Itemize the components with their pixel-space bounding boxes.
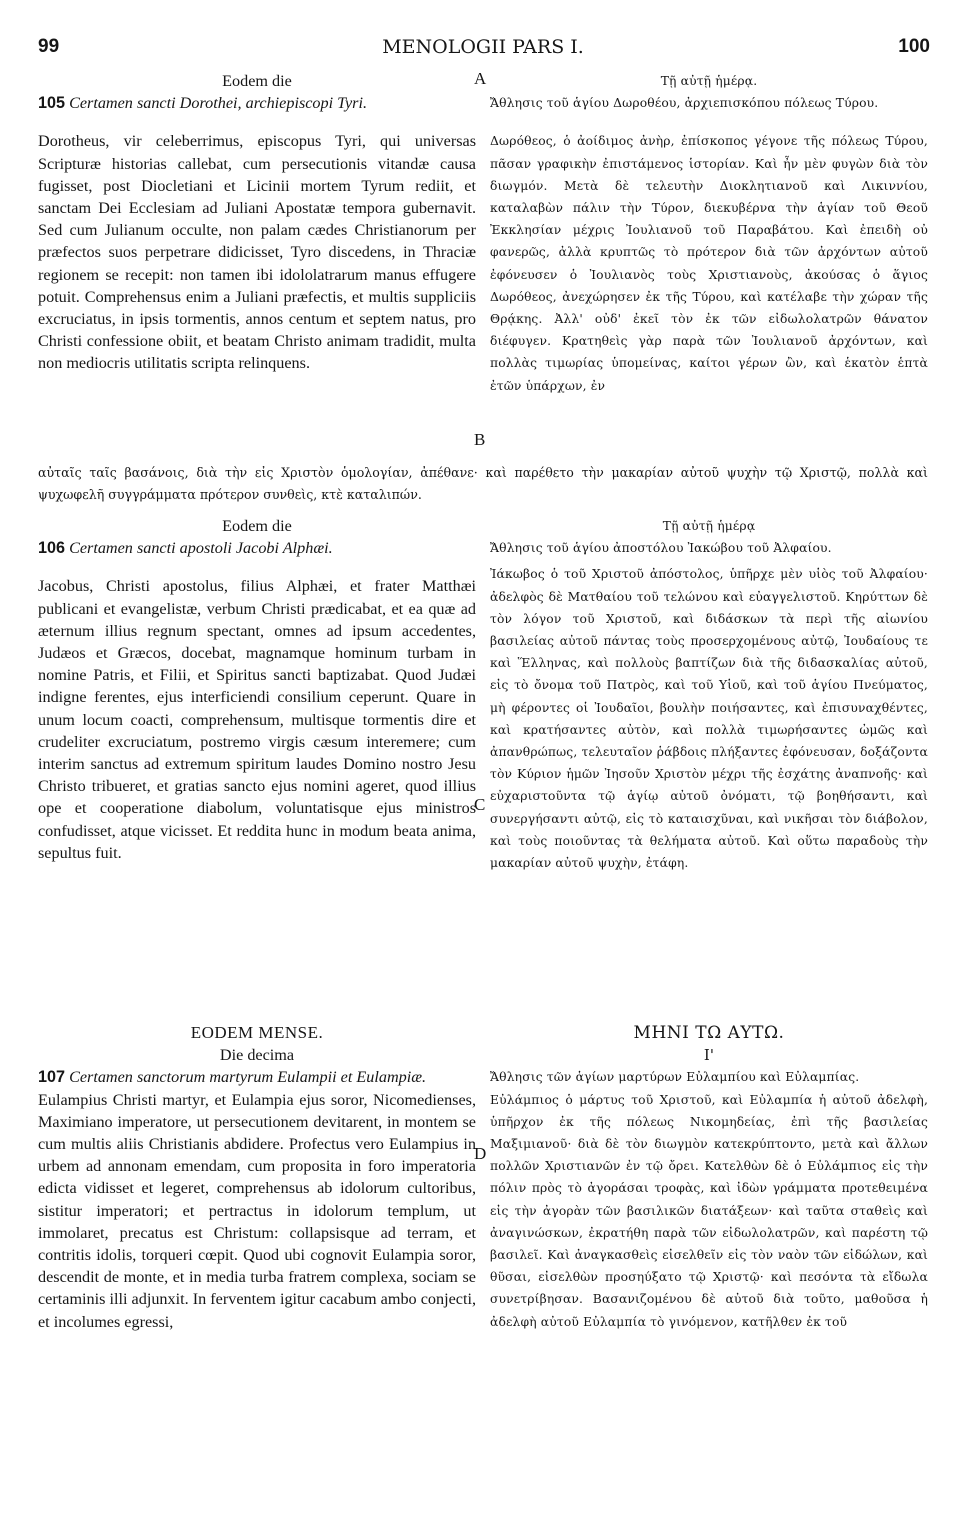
entry-107-greek [490, 1022, 928, 1333]
entry-106-latin-heading [38, 537, 476, 559]
entry-107-latin [38, 1022, 476, 1333]
entry-105-greek-day: Τῇ αὐτῇ ἡμέρᾳ. [660, 74, 758, 88]
entry-106-greek-text: Ἰάκωβος ὁ τοῦ Χριστοῦ ἀπόστολος, ὑπῆρχε μὲν υἱὸς τοῦ Ἀλφαίου· ἀδελφὸς δὲ Ματθαίου τοῦ τελώνου καὶ εὐαγγελιστοῦ. Κηρύττων δὲ τὸν λόγον τοῦ Χριστοῦ, καὶ διδάσκων τὰ περὶ τῆς αἰωνίου βασιλείας αὐτοῦ πάντας τοὺς προσερχομένους αὐτῷ, Ἰουδαίους τε καὶ Ἕλληνας, καὶ πολλοὺς βαπτίζων διὰ τῆς διδασκαλίας αὐτοῦ, εἰς τὸ ὄνομα τοῦ Πατρὸς, καὶ τοῦ Υἱοῦ, καὶ τοῦ ἁγίου Πνεύματος, μὴ φέροντες οἱ Ἰουδαῖοι, βουλὴν ποιήσαντες, καὶ ἐπισυναχθέντες, καὶ κρατήσαντες αὐτὸν, καὶ πολλὰ τιμωρήσαντες ὠμῶς καὶ ἀπανθρώπως, τελευταῖον ῥάβδοις πλήξαντες ἐφόνευσαν, δοξάζοντα τὸν Κύριον ἡμῶν Ἰησοῦν Χριστὸν μέχρι τῆς ἐσχάτης ἀναπνοῆς· καὶ εὐχαριστοῦντα τῷ ἁγίῳ αὐτοῦ ὀνόματι, τῷ βοηθήσαντι, καὶ συνεργήσαντι αὐτῷ, εἰς τὸ καταισχῦναι, καὶ νικῆσαι τὸν διάβολον, καὶ τοὺς ποιοῦντας τὰ θελήματα αὐτοῦ. Καὶ οὕτω παραδοὺς τὴν μακαρίαν αὐτοῦ ψυχὴν, ἐτάφη. [490, 567, 928, 871]
entry-107-latin-month: EODEM MENSE. [190, 1023, 324, 1042]
entry-107-latin-title: Certamen sanctorum martyrum Eulampii et Eulampiæ. [69, 1068, 427, 1087]
margin-letter-d: D [474, 1144, 487, 1163]
entry-105-latin-day: Eodem die [222, 72, 292, 90]
entry-105-greek-continuation: αὐταῖς ταῖς βασάνοις, διὰ τὴν εἰς Χριστὸν ὁμολογίαν, ἀπέθανε· καὶ παρέθετο τὴν μακαρίαν αὐτοῦ ψυχὴν τῷ Χριστῷ, πολλὰ καὶ ψυχωφελῆ συγγράμματα πρότερον συνθεὶς, κτὲ καταλιπών. [38, 465, 928, 502]
entry-106-greek [490, 515, 928, 874]
entry-107-latin-text: Eulampius Christi martyr, et Eulampia ejus soror, Nicomedienses, Maximiano imperatore, ut persecutionem devitarent, in montem se cum multis aliis Christianis abdidere. Profectus vero Eulampius in urbem ad annonam emendam, cum proposita in foro imperatoria edicta vidisset et legeret, comprehensus ab idolorum cultoribus, sistitur imperatori; et pertractus in idolorum templum, ut immolaret, precatus est Christum: collapsisque ad terram, et contritis idolis, torqueri cœpit. Quod ubi cognovit Eulampia soror, descendit de monte, et in media turba fratrem complexa, sociam se certaminis illi adjunxit. In ferventem igitur cacabum ambo conjecti, et incolumes egressi, [38, 1090, 476, 1331]
entry-106-latin-title: Certamen sancti apostoli Jacobi Alphæi. [69, 539, 333, 558]
margin-letter-a: A [474, 69, 487, 88]
entry-107-latin-heading [38, 1066, 476, 1088]
entry-105-latin [38, 70, 476, 375]
entry-106-latin-text: Jacobus, Christi apostolus, filius Alphæi, et frater Matthæi publicani et evangelistæ, verbum Christi prædicabat, et ea quæ ad æternum illius regnum spectant, omnes ad ipsum accedentes, Judæos et Græcos, docebat, magnamque hominum turbam in nomine Patris, et Filii, et Spiritus sancti baptizabat. Quod Judæi indigne ferentes, ejus interficiendi consilium ceperunt. Quare in unum locum coacti, comprehensum, multisque tormentis dire et crudeliter excruciatum, postremo virgis cæsum interemere; cum interim sanctus ad extremum spiritum laudes Domino nostro Jesu Christo tribueret, et gratias sancto ejus nomini ageret, quod illius ope et cooperatione diabolum, voluntatisque ejus ministros confudisset, atque vicisset. Et reddita hunc in modum beata anima, sepultus fuit. [38, 577, 476, 862]
entry-106-greek-day: Τῇ αὐτῇ ἡμέρᾳ [662, 519, 756, 533]
entry-number: 106 [38, 539, 66, 558]
entry-105-greek-text: Δωρόθεος, ὁ ἀοίδιμος ἀνὴρ, ἐπίσκοπος γέγονε τῆς πόλεως Τύρου, πᾶσαν γραφικὴν ἐπιστάμενος ἱστορίαν. Καὶ ἦν μὲν φυγὼν διὰ τὸν διωγμόν. Μετὰ δὲ τελευτὴν Διοκλητιανοῦ καὶ Λικιννίου, καταλαβὼν πάλιν τὴν Τύρον, διεκυβέρνα τὴν ἁγίαν τοῦ Θεοῦ Ἐκκλησίαν μέχρις Ἰουλιανοῦ τοῦ Παραβάτου. Καὶ ἐπειδὴ οὐ φανερῶς, ἀλλὰ κρυπτῶς τὸ πρότερον διὰ τῶν ἀρχόντων αὐτοῦ ἐφόνευσεν ὁ Ἰουλιανὸς τοὺς Χριστιανοὺς, ἀκούσας ὁ ἅγιος Δωρόθεος, ἀνεχώρησεν ἐκ τῆς Τύρου, καὶ κατέλαβε τὴν χώραν τῆς Θρᾴκης. Ἀλλ' οὐδ' ἐκεῖ τὸν ἐκ τῶν εἰδωλολατρῶν θάνατον διέφυγεν. Κρατηθεὶς γὰρ παρὰ τῶν Ἰουλιανοῦ ἀρχόντων, καὶ πολλὰς τιμωρίας ὑπομείνας, καίτοι γέρων ὢν, καὶ ἑκατὸν ἑπτὰ ἐτῶν ὑπάρχων, ἐν [490, 134, 928, 393]
entry-105-greek-title: Ἄθλησις τοῦ ἁγίου Δωροθέου, ἀρχιεπισκόπου πόλεως Τύρου. [490, 96, 879, 111]
running-title: MENOLOGII PARS I. [382, 36, 584, 58]
margin-letter-b: B [474, 430, 486, 449]
entry-107-greek-text: Εὐλάμπιος ὁ μάρτυς τοῦ Χριστοῦ, καὶ Εὐλαμπία ἡ αὐτοῦ ἀδελφὴ, ὑπῆρχον ἐκ τῆς πόλεως Νικομηδείας, ἐπὶ τῆς βασιλείας Μαξιμιανοῦ· διὰ δὲ τὸν διωγμὸν κατεκρύπτοντο, μετὰ καὶ ἄλλων πολλῶν Χριστιανῶν ἐν τῷ ὄρει. Κατελθὼν δὲ ὁ Εὐλάμπιος εἰς τὴν πόλιν πρὸς τὸ ἀγοράσαι τροφὰς, καὶ ἰδὼν γράμματα προτεθειμένα εἰς τὴν ἀγορὰν τῶν βασιλικῶν διατάξεων· καὶ ταῦτα σταθεὶς καὶ ἀναγινώσκων, ἐκρατήθη παρὰ τῶν εἰδωλολατρῶν, καὶ παρέστη τῷ βασιλεῖ. Καὶ ἀναγκασθεὶς εἰσελθεῖν εἰς τὸν ναὸν τῶν εἰδώλων, καὶ θῦσαι, εἰσελθὼν προσηύξατο τῷ Χριστῷ· καὶ πεσόντα τὰ εἴδωλα συνετρίβησαν. Βασανιζομένου δὲ αὐτοῦ διὰ τοῦτο, μαθοῦσα ἡ ἀδελφὴ αὐτοῦ Εὐλαμπία τὸ γινόμενον, κατῆλθεν ἐκ τοῦ [490, 1092, 928, 1329]
entry-106-latin-day: Eodem die [222, 517, 292, 535]
entry-105-latin-text: Dorotheus, vir celeberrimus, episcopus Tyri, qui universas Scripturæ historias callebat, cum persecutionis vitandæ causa fugisset, post Diocletiani et Licinii mortem Tyrum rediit, et sanctam Dei Ecclesiam ad Juliani Apostatæ tempora gubernavit. Sed cum Julianum occulte, non palam cædes Christianorum per præfectos suos perpetrare didicisset, Tyro discedens, in Thraciæ regionem se recepit: non tamen ibi idololatrarum manus effugere potuit. Comprehensus enim a Juliani præfectis, et multis suppliciis excruciatus, in ipsis tormentis, annos centum et septem natus, pro Christi confessione obiit, et beatam Christo animam tradidit, multa non mediocris utilitatis scripta relinquens. [38, 132, 476, 373]
left-page-number: 99 [38, 36, 60, 57]
entry-number: 107 [38, 1068, 66, 1087]
entry-105-latin-title: Certamen sancti Dorothei, archiepiscopi Tyri. [69, 94, 367, 113]
right-page-number: 100 [898, 36, 930, 57]
entry-106-greek-title: Ἄθλησις τοῦ ἁγίου ἀποστόλου Ἰακώβου τοῦ Ἀλφαίου. [490, 541, 832, 556]
margin-letter-c: C [474, 795, 486, 814]
entry-105-latin-heading [38, 92, 476, 114]
entry-107-greek-day: Ι' [703, 1046, 715, 1065]
entry-105-greek [490, 70, 928, 397]
entry-107-greek-month: ΜΗΝΙ ΤΩ ΑΥΤΩ. [633, 1023, 785, 1043]
entry-106-latin [38, 515, 476, 864]
entry-number: 105 [38, 94, 66, 113]
entry-107-greek-title: Ἄθλησις τῶν ἁγίων μαρτύρων Εὐλαμπίου καὶ Εὐλαμπίας. [490, 1070, 860, 1085]
entry-107-latin-day: Die decima [219, 1046, 295, 1065]
